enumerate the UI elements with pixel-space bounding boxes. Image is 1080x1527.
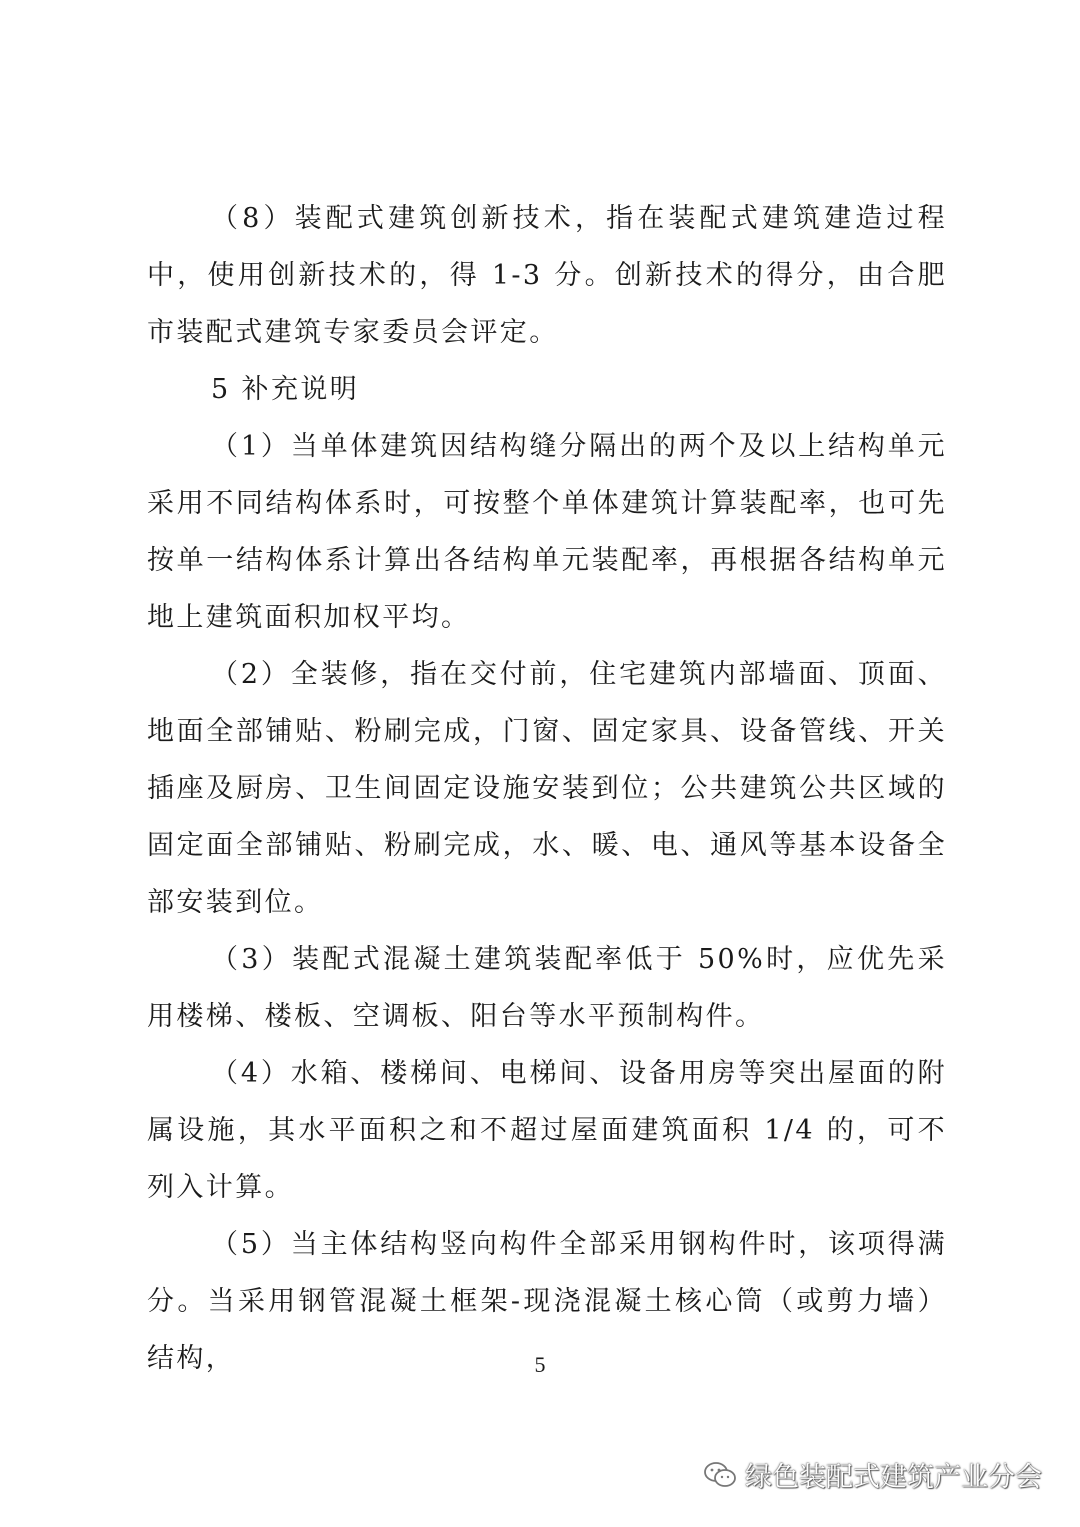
wechat-icon [703, 1460, 737, 1490]
watermark-text: 绿色装配式建筑产业分会 [745, 1462, 1042, 1493]
page-number: 5 [534, 1352, 546, 1377]
watermark [703, 1455, 1042, 1494]
paragraph-1-structure-units: （1）当单体建筑因结构缝分隔出的两个及以上结构单元采用不同结构体系时，可按整个单体建筑计算装配率，也可先按单一结构体系计算出各结构单元装配率，再根据各结构单元地上建筑面积加权平均。 [147, 431, 947, 633]
paragraph-8-innovation: （8）装配式建筑创新技术，指在装配式建筑建造过程中，使用创新技术的，得 1-3 分。创新技术的得分，由合肥市装配式建筑专家委员会评定。 [147, 203, 947, 348]
paragraph-3-concrete-prefab: （3）装配式混凝土建筑装配率低于 50%时，应优先采用楼梯、楼板、空调板、阳台等水平预制构件。 [147, 944, 947, 1032]
paragraph-5-steel-members: （5）当主体结构竖向构件全部采用钢构件时，该项得满分。当采用钢管混凝土框架-现浇混凝土核心筒（或剪力墙）结构， [147, 1229, 947, 1374]
document-body [147, 190, 947, 1387]
paragraph-4-rooftop-facilities: （4）水箱、楼梯间、电梯间、设备用房等突出屋面的附属设施，其水平面积之和不超过屋面建筑面积 1/4 的，可不列入计算。 [147, 1058, 947, 1203]
paragraph-2-full-decoration: （2）全装修，指在交付前，住宅建筑内部墙面、顶面、地面全部铺贴、粉刷完成，门窗、固定家具、设备管线、开关插座及厨房、卫生间固定设施安装到位；公共建筑公共区域的固定面全部铺贴、粉刷完成，水、暖、电、通风等基本设备全部安装到位。 [147, 659, 947, 918]
section-heading-supplement: 5 补充说明 [211, 374, 360, 405]
